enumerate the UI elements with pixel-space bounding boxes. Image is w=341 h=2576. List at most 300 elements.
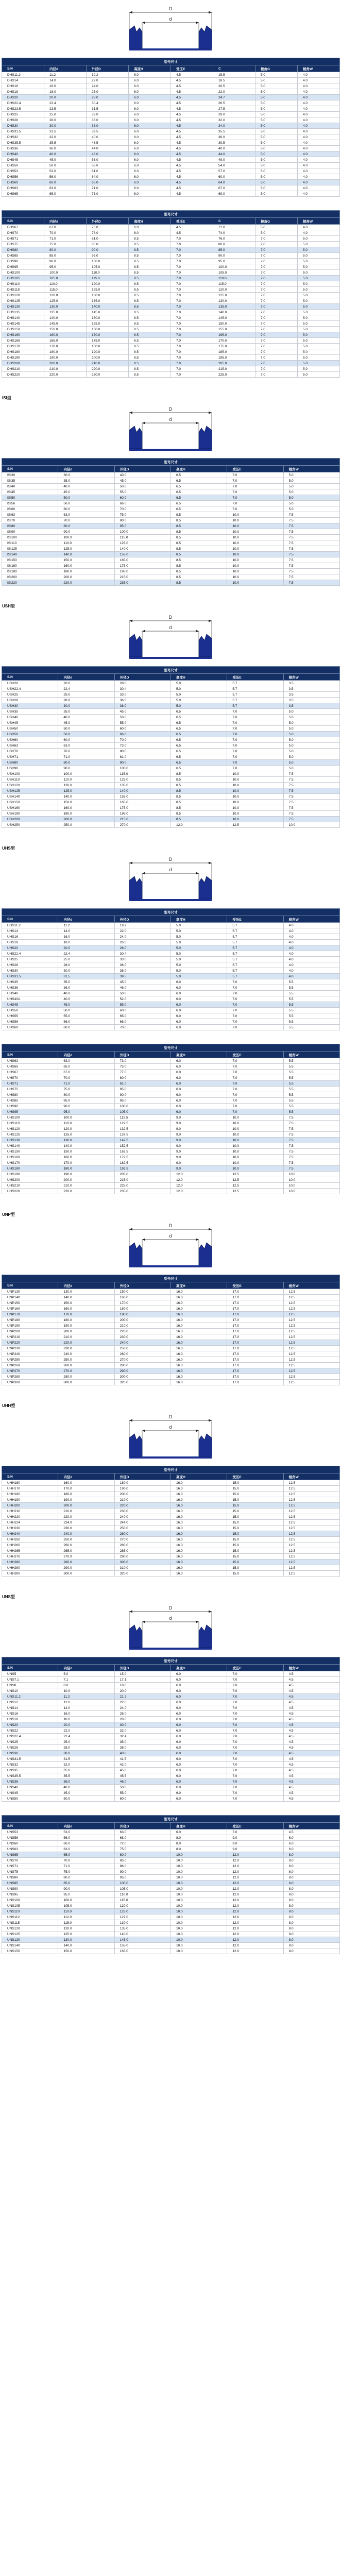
table-cell: 7.1 [58, 1677, 114, 1683]
table-cell: 4.0 [283, 940, 339, 945]
table-cell: 130.0 [87, 293, 129, 298]
table-cell: 43.5 [87, 140, 129, 146]
seal-base [129, 657, 212, 659]
table-cell: 7.0 [227, 1070, 283, 1075]
table-cell: UHS25 [2, 957, 58, 962]
section-title: UHH型 [2, 1403, 15, 1408]
table-cell: 8.5 [170, 512, 227, 518]
table-cell: 4.5 [171, 100, 213, 106]
table-cell: 4.0 [298, 163, 340, 168]
table-row [2, 123, 340, 129]
table-cell: 12.0 [227, 1926, 283, 1931]
table-row [2, 1514, 340, 1520]
table-cell: 8.5 [129, 236, 171, 242]
table-cell: 9.0 [170, 1126, 227, 1132]
table-cell: 75.0 [114, 1064, 170, 1070]
table-cell: 22.4 [58, 686, 114, 692]
table-cell: 8.0 [283, 1943, 339, 1948]
table-row [2, 1329, 340, 1334]
table-cell: 4.5 [283, 1762, 339, 1768]
table-cell: 210.0 [114, 1497, 170, 1503]
column-header: 棱角W [283, 1282, 339, 1289]
table-cell: 12.5 [283, 1312, 339, 1317]
table-row [2, 361, 340, 366]
table-cell: USH100 [2, 771, 58, 777]
table-cell: UNS22.4 [2, 1734, 58, 1739]
table-cell: 7.0 [255, 366, 298, 372]
label-d: d [169, 1425, 172, 1430]
table-cell: 16.0 [170, 1560, 227, 1565]
table-cell: 7.0 [255, 321, 298, 327]
table-cell: 12.5 [283, 1329, 339, 1334]
table-cell: 36.0 [58, 985, 114, 991]
table-row [2, 1189, 340, 1194]
table-cell: UHS65 [2, 1064, 58, 1070]
table-cell: DHS53 [2, 168, 44, 174]
table-cell: 5.0 [255, 174, 298, 180]
table-row [2, 1846, 340, 1852]
table-cell: 6.0 [129, 225, 171, 230]
table-cell: 50.0 [114, 991, 170, 996]
table-cell: 10.0 [227, 771, 283, 777]
table-cell: 12.0 [170, 822, 227, 828]
table-cell: 17.0 [227, 1346, 283, 1351]
table-cell: 6.5 [170, 489, 227, 495]
table-cell: ISI100 [2, 535, 58, 540]
table-row [2, 1025, 340, 1030]
label-D: D [168, 615, 173, 620]
table-cell: UNP160 [2, 1306, 58, 1312]
table-cell: 180.0 [58, 1166, 114, 1172]
table-cell: 7.5 [283, 512, 339, 518]
table-row [2, 287, 340, 293]
arrow-left-icon [142, 872, 145, 875]
table-cell: 7.0 [227, 1785, 283, 1790]
table-row [2, 366, 340, 372]
table-cell: UHH224 [2, 1520, 58, 1526]
table-cell: 67.0 [44, 225, 87, 230]
table-cell: UNS50 [2, 1796, 58, 1802]
table-cell: 6.0 [170, 1008, 227, 1013]
table-cell: 10.0 [170, 1926, 227, 1931]
table-row [2, 1126, 340, 1132]
table-cell: 8.5 [129, 264, 171, 270]
table-cell: 5.0 [170, 923, 227, 928]
table-cell: DHS105 [2, 276, 44, 281]
table-cell: 4.0 [298, 112, 340, 117]
table-cell: 7.0 [227, 715, 283, 720]
table-cell: 30.4 [114, 686, 170, 692]
table-cell: 46.0 [114, 1779, 170, 1785]
table-cell: 10.0 [170, 1920, 227, 1926]
table-cell: 12.0 [227, 1875, 283, 1880]
table-cell: 240.0 [114, 1514, 170, 1520]
table-row [2, 580, 340, 586]
table-cell: 12.5 [283, 1357, 339, 1363]
arrow-right-icon [209, 620, 212, 622]
table-cell: 32.0 [58, 1762, 114, 1768]
table-cell: 5.0 [283, 495, 339, 501]
table-cell: 7.0 [227, 1711, 283, 1717]
table-cell: 240.0 [114, 1340, 170, 1346]
table-cell: 8.5 [129, 315, 171, 321]
table-cell: 8.5 [129, 247, 171, 253]
table-cell: 15.0 [227, 1543, 283, 1548]
table-cell: 125.0 [87, 287, 129, 293]
table-cell: 8.0 [283, 1892, 339, 1897]
table-cell: 7.0 [227, 506, 283, 512]
table-cell: 85.0 [58, 1098, 114, 1104]
table-cell: 60.0 [58, 1841, 114, 1846]
table-cell: 50.0 [114, 484, 170, 489]
table-cell: 7.0 [255, 349, 298, 355]
table-cell: 4.0 [283, 945, 339, 951]
table-cell: 16.0 [44, 83, 87, 89]
table-row [2, 1560, 340, 1565]
table-cell: 5.0 [298, 242, 340, 247]
table-cell: DHS120 [2, 293, 44, 298]
table-row [2, 1863, 340, 1869]
table-gap [0, 586, 341, 599]
table-cell: ISI125 [2, 546, 58, 552]
table-row [2, 1166, 340, 1172]
table-cell: 70.0 [58, 518, 114, 523]
column-header: 受压E [227, 1665, 283, 1671]
table-row [2, 259, 340, 264]
table-cell: 70.0 [58, 1858, 114, 1863]
table-cell: 6.0 [170, 1002, 227, 1008]
table-cell: 6.5 [170, 737, 227, 743]
table-cell: 3.5 [283, 703, 339, 709]
table-cell: 10.0 [170, 1897, 227, 1903]
table-row [2, 1306, 340, 1312]
table-cell: 90.0 [213, 253, 255, 259]
table-cell: UHS80 [2, 1092, 58, 1098]
table-cell: 4.5 [283, 1829, 339, 1835]
table-cell: 165.0 [114, 1948, 170, 1954]
table-row [2, 737, 340, 743]
column-header: 受压E [227, 1473, 283, 1480]
table-cell: 6.0 [170, 1728, 227, 1734]
table-cell: 45.0 [58, 1790, 114, 1796]
table-cell: 12.0 [227, 1931, 283, 1937]
table-cell: 30.0 [58, 703, 114, 709]
table-cell: 5.0 [255, 72, 298, 78]
arrow-left-icon [129, 412, 132, 414]
table-cell: UHS90 [2, 1104, 58, 1109]
table-cell: 15.0 [227, 1571, 283, 1577]
table-head [2, 1044, 340, 1058]
table-cell: 31.5 [58, 974, 114, 979]
table-head [2, 58, 340, 72]
table-cell: UHS160 [2, 1155, 58, 1160]
table-row [2, 1565, 340, 1571]
table-cell: 66.0 [114, 1019, 170, 1025]
table-cell: 12.5 [283, 1306, 339, 1312]
table-cell: 7.0 [227, 495, 283, 501]
table-cell: 10.0 [227, 783, 283, 788]
section-title: UNS型 [2, 1595, 15, 1599]
table-row [2, 715, 340, 720]
table-cell: 105.0 [213, 270, 255, 276]
table-cell: 5.0 [255, 78, 298, 83]
table-cell: UHS40 [2, 991, 58, 996]
table-row [2, 1829, 340, 1835]
table-cell: 6.0 [129, 95, 171, 100]
spec-table [2, 666, 340, 828]
table-cell: 50.0 [58, 495, 114, 501]
table-cell: UNP200 [2, 1329, 58, 1334]
table-cell: 16.0 [170, 1334, 227, 1340]
table-cell: 155.0 [213, 327, 255, 332]
table-cell: 8.5 [129, 287, 171, 293]
table-cell: 7.0 [171, 287, 213, 293]
table-row [2, 1177, 340, 1183]
table-row [2, 968, 340, 974]
table-cell: 7.5 [283, 574, 339, 580]
seal-cross-section-diagram [119, 1218, 222, 1272]
table-cell: 10.0 [170, 1852, 227, 1858]
table-cell: 5.5 [283, 1008, 339, 1013]
table-cell: 7.0 [171, 253, 213, 259]
table-cell: 6.5 [170, 501, 227, 506]
table-cell: 40.0 [44, 151, 87, 157]
table-cell: ISI56 [2, 501, 58, 506]
table-cell: 145.0 [87, 310, 129, 315]
table-cell: 16.0 [170, 1571, 227, 1577]
table-cell: 100.0 [114, 529, 170, 535]
table-cell: 4.0 [283, 923, 339, 928]
table-cell: 7.0 [227, 737, 283, 743]
table-cell: UHS40A [2, 996, 58, 1002]
table-cell: 130.0 [114, 1920, 170, 1926]
table-cell: 12.0 [170, 1177, 227, 1183]
table-cell: 8.0 [283, 1931, 339, 1937]
table-cell: 6.0 [170, 1694, 227, 1700]
table-cell: 8.0 [283, 1869, 339, 1875]
table-cell: 56.0 [58, 1019, 114, 1025]
table-cell: 17.0 [227, 1300, 283, 1306]
table-cell: UHH170 [2, 1486, 58, 1492]
table-cell: 16.0 [170, 1368, 227, 1374]
table-cell: 55.0 [114, 1002, 170, 1008]
table-body [2, 1829, 340, 1954]
table-cell: DHS60 [2, 180, 44, 185]
table-cell: 7.0 [227, 749, 283, 754]
table-cell: DHS180 [2, 349, 44, 355]
table-cell: 4.0 [298, 191, 340, 197]
table-cell: 210.0 [44, 366, 87, 372]
table-cell: 4.0 [298, 72, 340, 78]
table-cell: UHS67 [2, 1070, 58, 1075]
table-cell: 6.0 [170, 1087, 227, 1092]
table-cell: 32.0 [114, 1728, 170, 1734]
table-cell: USH140 [2, 794, 58, 800]
table-cell: 7.0 [227, 1013, 283, 1019]
table-cell: 192.5 [114, 1166, 170, 1172]
table-cell: 95.0 [58, 1109, 114, 1115]
table-cell: 28.0 [58, 1745, 114, 1751]
table-cell: 85.0 [44, 253, 87, 259]
table-row [2, 344, 340, 349]
table-cell: 7.5 [283, 535, 339, 540]
table-cell: 160.0 [58, 1480, 114, 1486]
table-cell: 12.0 [227, 1863, 283, 1869]
arrow-left-icon [129, 1228, 132, 1231]
arrow-right-icon [196, 1430, 199, 1432]
table-cell: 180.0 [44, 349, 87, 355]
table-cell: 7.0 [227, 726, 283, 732]
table-cell: 7.5 [283, 557, 339, 563]
table-cell: 7.0 [171, 264, 213, 270]
table-cell: UHS71 [2, 1081, 58, 1087]
table-row [2, 1948, 340, 1954]
table-row [2, 253, 340, 259]
table-cell: 5.0 [298, 327, 340, 332]
table-cell: 60.0 [114, 1008, 170, 1013]
table-cell: UNP170 [2, 1312, 58, 1317]
table-row [2, 754, 340, 760]
table-cell: 10.0 [170, 1886, 227, 1892]
table-row [2, 1058, 340, 1064]
table-cell: 18.5 [213, 78, 255, 83]
table-cell: 6.0 [170, 1081, 227, 1087]
table-cell: 70.0 [58, 1075, 114, 1081]
table-cell: 80.0 [58, 1875, 114, 1880]
table-cell: UHH180 [2, 1492, 58, 1497]
table-cell: 4.0 [283, 928, 339, 934]
table-row [2, 1869, 340, 1875]
table-row [2, 546, 340, 552]
table-cell: 5.0 [298, 259, 340, 264]
table-cell: 7.5 [283, 546, 339, 552]
table-cell: 7.0 [227, 1683, 283, 1688]
table-row [2, 1722, 340, 1728]
table-cell: 240.0 [58, 1351, 114, 1357]
table-cell: 160.0 [58, 563, 114, 569]
table-row [2, 89, 340, 95]
table-cell: 7.0 [227, 489, 283, 495]
table-cell: 280.0 [114, 1543, 170, 1548]
table-cell: 10.0 [283, 1183, 339, 1189]
table-row [2, 957, 340, 962]
table-cell: USH40 [2, 715, 58, 720]
table-cell: 12.0 [227, 1886, 283, 1892]
label-D: D [168, 857, 173, 862]
table-head [2, 459, 340, 472]
table-cell: DHS95 [2, 264, 44, 270]
table-cell: UHH240 [2, 1531, 58, 1537]
table-cell: UNP280 [2, 1374, 58, 1380]
table-cell: 224.0 [58, 1520, 114, 1526]
table-cell: USH110 [2, 777, 58, 783]
table-cell: 8.5 [170, 811, 227, 817]
table-row [2, 1374, 340, 1380]
table-cell: 135.0 [44, 310, 87, 315]
table-cell: 40.0 [114, 472, 170, 478]
table-cell: 71.0 [213, 225, 255, 230]
table-cell: 80.0 [114, 1852, 170, 1858]
table-cell: 12.5 [227, 1177, 283, 1183]
table-cell: 4.5 [171, 168, 213, 174]
table-cell: 16.0 [170, 1329, 227, 1334]
table-caption-row [2, 58, 340, 65]
table-cell: 56.0 [58, 1835, 114, 1841]
table-cell: 80.0 [114, 749, 170, 754]
table-cell: DHS71 [2, 236, 44, 242]
table-row [2, 1183, 340, 1189]
table-cell: ISI63 [2, 512, 58, 518]
label-D: D [168, 6, 173, 11]
table-cell: 7.0 [227, 1098, 283, 1104]
table-cell: 7.0 [227, 1728, 283, 1734]
table-cell: 7.0 [227, 760, 283, 766]
column-header: 外径D [114, 1665, 170, 1671]
table-body [2, 923, 340, 1030]
table-cell: 5.0 [298, 236, 340, 242]
section-title: USH型 [2, 604, 15, 608]
arrow-left-icon [142, 630, 145, 633]
table-cell: 220.0 [87, 366, 129, 372]
table-cell: 35.0 [58, 709, 114, 715]
table-cell: 36.0 [213, 134, 255, 140]
table-cell: 100.0 [44, 270, 87, 276]
table-cell: 7.5 [283, 540, 339, 546]
table-cell: 5.0 [255, 106, 298, 112]
table-cell: 4.0 [298, 78, 340, 83]
table-cell: UHS95 [2, 1109, 58, 1115]
table-cell: 8.5 [170, 794, 227, 800]
table-cell: DHS20 [2, 95, 44, 100]
table-cell: 95.0 [213, 259, 255, 264]
table-cell: 5.0 [283, 766, 339, 771]
table-cell: 10.0 [227, 1132, 283, 1138]
table-cell: 4.5 [171, 163, 213, 168]
table-cell: 7.0 [227, 1671, 283, 1677]
table-cell: 17.0 [227, 1368, 283, 1374]
table-row [2, 703, 340, 709]
spec-table [2, 1044, 340, 1194]
table-cell: 4.5 [171, 95, 213, 100]
table-row [2, 535, 340, 540]
table-head [2, 1657, 340, 1671]
table-cell: 100.0 [58, 771, 114, 777]
table-cell: 155.0 [87, 321, 129, 327]
table-cell: 5.5 [283, 1081, 339, 1087]
table-cell: 38.0 [114, 703, 170, 709]
table-cell: 110.0 [87, 270, 129, 276]
table-cell: 140.0 [58, 794, 114, 800]
table-cell: 7.0 [227, 996, 283, 1002]
table-cell: 7.0 [227, 1756, 283, 1762]
table-cell: 20.0 [58, 1722, 114, 1728]
column-header: 棱角W [283, 1473, 339, 1480]
table-cell: 10.0 [227, 794, 283, 800]
table-cell: 7.5 [283, 523, 339, 529]
table-cell: 7.0 [227, 1008, 283, 1013]
table-cell: 6.0 [129, 157, 171, 163]
table-row [2, 1745, 340, 1751]
table-row [2, 1357, 340, 1363]
table-row [2, 1064, 340, 1070]
table-cell: 5.0 [283, 478, 339, 484]
table-cell: 12.0 [227, 1892, 283, 1897]
table-cell: 130.0 [44, 304, 87, 310]
table-cell: 16.0 [170, 1312, 227, 1317]
table-cell: 22.0 [58, 1728, 114, 1734]
column-header: 内径d [58, 1473, 114, 1480]
table-cell: 5.0 [255, 180, 298, 185]
